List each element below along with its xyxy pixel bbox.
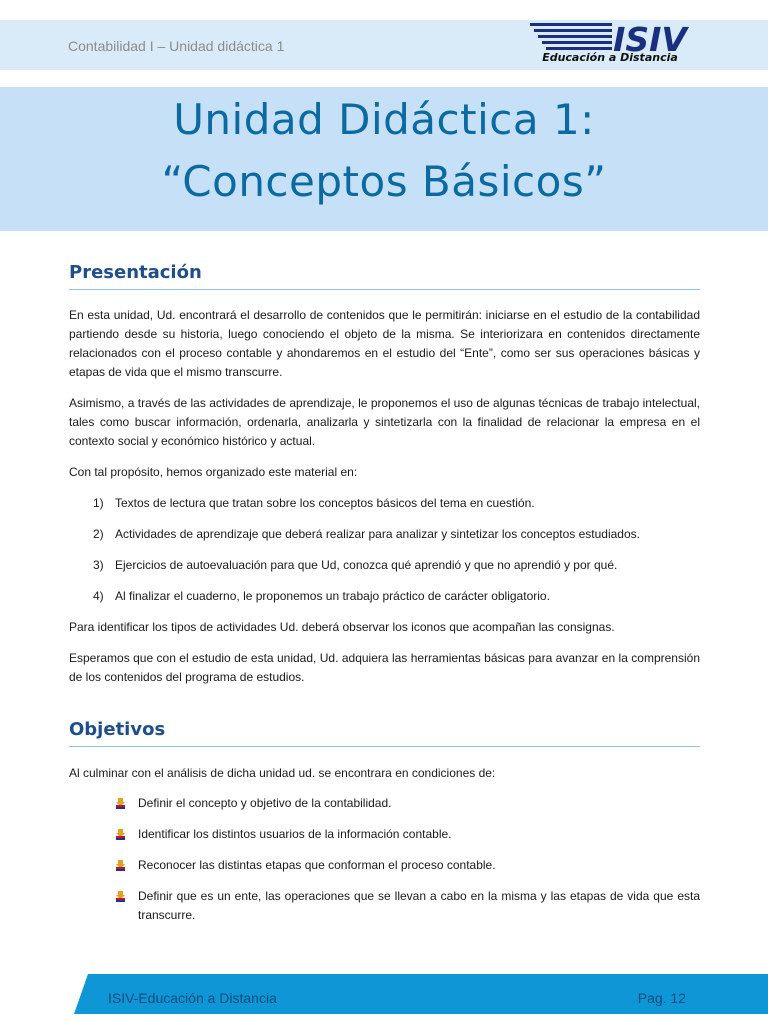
list-item: [115, 794, 700, 813]
page-footer: [88, 974, 768, 1014]
list-item-number: 3): [93, 558, 104, 572]
list-item-text: Definir que es un ente, las operaciones que se llevan a cabo en la misma y las etapas de vida que esta transcurre.: [138, 889, 700, 922]
section-heading-objetivos: Objetivos: [69, 719, 700, 747]
paragraph-closing: Esperamos que con el estudio de esta unidad, Ud. adquiera las herramientas básicas para avanzar en la comprensión de los contenidos del programa de estudios.: [69, 651, 700, 684]
paragraph-intro: En esta unidad, Ud. encontrará el desarrollo de contenidos que le permitirán: iniciarse en el estudio de la contabilidad partiendo desde su historia, luego conociendo el objeto de la misma. Se interiorizara en contenidos directamente relacionados con el proceso contable y ahondaremos en el estudio del “Ente”, como ser sus operaciones básicas y etapas de vida que el mismo transcurre.: [69, 308, 700, 379]
page-title-line-2: “Conceptos Básicos”: [161, 157, 607, 206]
list-item-text: Ejercicios de autoevaluación para que Ud, conozca qué aprendió y que no aprendió y por qué.: [115, 558, 618, 572]
list-item-number: 4): [93, 589, 104, 603]
list-item-text: Textos de lectura que tratan sobre los conceptos básicos del tema en cuestión.: [115, 496, 535, 510]
arrow-bullet-icon: [115, 891, 126, 902]
list-item-text: Identificar los distintos usuarios de la información contable.: [138, 827, 452, 841]
list-item-text: Actividades de aprendizaje que deberá realizar para analizar y sintetizar los conceptos estudiados.: [115, 527, 640, 541]
paragraph-activities: Asimismo, a través de las actividades de aprendizaje, le proponemos el uso de algunas técnicas de trabajo intelectual, tales como buscar información, ordenarla, analizarla y sintetizarla con la finalidad de relacionar la empresa en el contexto social y económico histórico y actual.: [69, 396, 700, 448]
header-title: Contabilidad I – Unidad didáctica 1: [68, 38, 285, 54]
paragraph-objetivos-intro: Al culminar con el análisis de dicha unidad ud. se encontrara en condiciones de:: [69, 766, 496, 780]
list-item: [115, 887, 700, 925]
list-item-text: Definir el concepto y objetivo de la contabilidad.: [138, 796, 392, 810]
list-item-number: 1): [93, 496, 104, 510]
arrow-bullet-icon: [115, 798, 126, 809]
logo-brand: ISIV: [613, 21, 687, 59]
list-item: [93, 494, 700, 513]
page-title-line-1: Unidad Didáctica 1:: [173, 95, 595, 144]
section-heading-presentacion: Presentación: [69, 262, 700, 290]
isiv-logo: [528, 21, 696, 65]
list-item-text: Al finalizar el cuaderno, le proponemos un trabajo práctico de carácter obligatorio.: [115, 589, 550, 603]
logo-tagline: Educación a Distancia: [542, 51, 678, 64]
list-item-text: Reconocer las distintas etapas que conforman el proceso contable.: [138, 858, 496, 872]
list-item: [93, 556, 700, 575]
list-item: [115, 856, 700, 875]
list-item: [115, 825, 700, 844]
arrow-bullet-icon: [115, 829, 126, 840]
page-number: Pag. 12: [637, 990, 686, 1006]
arrow-bullet-icon: [115, 860, 126, 871]
paragraph-purpose: Con tal propósito, hemos organizado este material en:: [69, 465, 358, 479]
footer-publisher: ISIV-Educación a Distancia: [108, 990, 277, 1006]
list-item: [93, 587, 700, 606]
list-item-number: 2): [93, 527, 104, 541]
list-item: [93, 525, 700, 544]
paragraph-icons: Para identificar los tipos de actividades Ud. deberá observar los iconos que acompañan las consignas.: [69, 620, 615, 634]
title-band: [0, 87, 768, 231]
